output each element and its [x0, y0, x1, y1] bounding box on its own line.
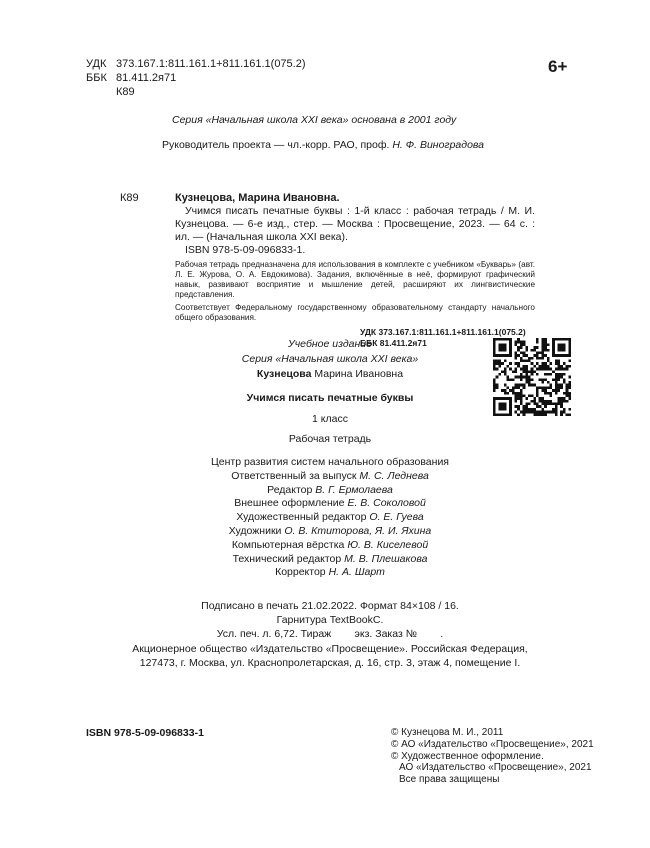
- credit-role: Технический редактор: [232, 552, 342, 565]
- classification-codes: [86, 57, 306, 99]
- credit-role: Художественный редактор: [236, 511, 367, 524]
- copyright-line: © Художественное оформление.: [391, 750, 544, 762]
- credits-center: Центр развития систем начального образования: [210, 456, 449, 468]
- credit-role: Художники: [228, 524, 282, 537]
- imprint-line3: Усл. печ. л. 6,72. Тираж экз. Заказ № .: [216, 627, 444, 640]
- copyright-line: © Кузнецова М. И., 2011: [391, 727, 504, 738]
- edition-author-surname: Кузнецова: [256, 368, 312, 380]
- qr-code-icon: [493, 338, 571, 416]
- age-rating: 6+: [548, 57, 568, 76]
- udk-row: [86, 57, 306, 71]
- series-note: Серия «Начальная школа XXI века» основана в 2001 году: [172, 114, 457, 126]
- credit-row: [140, 497, 520, 511]
- credit-row: [140, 525, 520, 539]
- credit-row: [140, 566, 520, 580]
- imprint-line1: Подписано в печать 21.02.2022. Формат 84×108 / 16.: [201, 600, 459, 612]
- project-lead-label: Руководитель проекта — чл.-корр. РАО, проф.: [162, 139, 390, 151]
- credit-row: [140, 470, 520, 484]
- edition-author: [140, 368, 520, 381]
- edition-grade: 1 класс: [312, 413, 348, 425]
- publisher-line2: 127473, г. Москва, ул. Краснопролетарская, д. 16, стр. 3, этаж 4, помещение I.: [139, 656, 521, 669]
- credit-name: М. С. Леднева: [359, 469, 429, 482]
- catalog-author: Кузнецова, Марина Ивановна.: [175, 192, 340, 204]
- bbk-label: ББК: [86, 72, 107, 84]
- edition-title: Учимся писать печатные буквы: [246, 392, 414, 404]
- project-lead-name: Н. Ф. Виноградова: [392, 139, 484, 151]
- catalog-mark: К89: [120, 192, 139, 204]
- credit-row: [140, 484, 520, 498]
- credit-name: О. В. Ктиторова, Я. И. Яхина: [284, 524, 432, 537]
- catalog-description: Учимся писать печатные буквы : 1-й класс : рабочая тетрадь / М. И. Кузнецова. — 6-е изд., стер. — Москва : Просвещение, 2023. — 64 с. : ил. — (Начальная школа XXI века).: [175, 205, 535, 243]
- credit-name: Е. В. Соколовой: [347, 497, 426, 510]
- catalog-isbn: ISBN 978-5-09-096833-1.: [185, 244, 306, 256]
- edition-series: Серия «Начальная школа XXI века»: [241, 353, 419, 365]
- catalog-standard: Соответствует Федеральному государственному образовательному стандарту начального общего образования.: [175, 303, 535, 322]
- project-lead: [162, 139, 484, 152]
- catalog-bbk: ББК 81.411.2я71: [360, 338, 427, 348]
- author-mark: К89: [116, 86, 135, 98]
- copyright-line: © АО «Издательство «Просвещение», 2021: [391, 738, 594, 750]
- catalog-udk: УДК 373.167.1:811.161.1+811.161.1(075.2): [360, 327, 526, 337]
- udk-label: УДК: [86, 58, 107, 70]
- catalog-card: [175, 192, 535, 349]
- credits-block: [140, 456, 520, 580]
- catalog-annotation: Рабочая тетрадь предназначена для использования в комплекте с учебником «Букварь» (авт. Л. Е. Журова, О. А. Евдокимова). Задания, включённые в неё, формируют графический навык, развивают восприятие и мышление детей, расширяют их лингвистические представления.: [175, 260, 535, 299]
- credit-row: [140, 553, 520, 567]
- copyright-line: АО «Издательство «Просвещение», 2021: [399, 762, 592, 774]
- credit-name: Ю. В. Киселевой: [347, 538, 429, 551]
- credit-name: О. Е. Гуева: [369, 511, 424, 524]
- edition-type: Учебное издание: [288, 338, 372, 350]
- bbk-row: [86, 71, 306, 85]
- credit-name: М. В. Плешакова: [344, 552, 428, 565]
- credit-role: Внешнее оформление: [234, 497, 345, 510]
- bbk-value: 81.411.2я71: [116, 72, 177, 84]
- publisher-block: [100, 643, 560, 671]
- credit-role: Компьютерная вёрстка: [231, 538, 345, 551]
- footer-isbn: ISBN 978-5-09-096833-1: [86, 727, 204, 739]
- credit-role: Ответственный за выпуск: [231, 469, 357, 482]
- imprint-line2: Гарнитура TextBookC.: [276, 613, 384, 626]
- edition-author-given: Марина Ивановна: [314, 368, 404, 380]
- copyright-block: [391, 727, 594, 786]
- udk-value: 373.167.1:811.161.1+811.161.1(075.2): [116, 58, 306, 70]
- edition-kind: Рабочая тетрадь: [288, 433, 372, 445]
- imprint-block: [140, 600, 520, 641]
- author-mark-row: [86, 85, 306, 99]
- credit-name: В. Г. Ермолаева: [315, 483, 393, 496]
- credit-row: [140, 511, 520, 525]
- credit-role: Редактор: [267, 483, 313, 496]
- copyright-line: Все права защищены: [399, 774, 500, 786]
- credit-role: Корректор: [275, 566, 326, 579]
- credit-row: [140, 539, 520, 553]
- credit-name: Н. А. Шарт: [328, 566, 385, 579]
- publisher-line1: Акционерное общество «Издательство «Просвещение». Российская Федерация,: [132, 643, 528, 655]
